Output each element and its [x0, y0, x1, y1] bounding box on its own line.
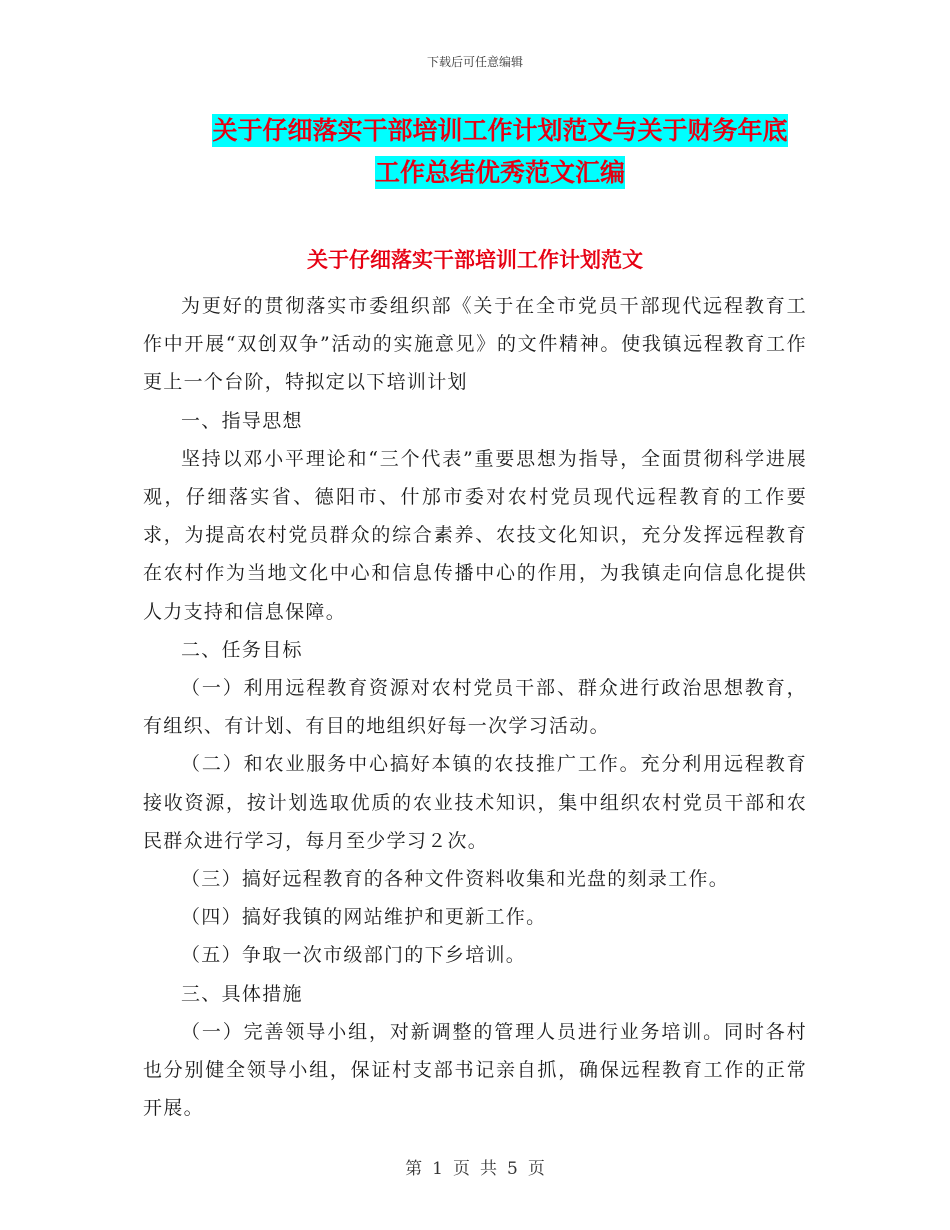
document-title	[150, 110, 850, 194]
total-pages: 5	[507, 1159, 518, 1179]
header-note: 下载后可任意编辑	[426, 55, 523, 69]
section-title: 关于仔细落实干部培训工作计划范文	[307, 248, 643, 272]
heading-specific-measures: 三、具体措施	[181, 982, 303, 1005]
heading-guiding-ideology: 一、指导思想	[181, 409, 303, 432]
paragraph-goal-4: （四）搞好我镇的网站维护和更新工作。	[181, 906, 547, 929]
paragraph-intro: 为更好的贯彻落实市委组织部《关于在全市党员干部现代远程教育工作中开展“双创双争”活动的实施意见》的文件精神。使我镇远程教育工作更上一个台阶，特拟定以下培训计划	[143, 295, 807, 394]
paragraph-guiding-ideology: 坚持以邓小平理论和“三个代表”重要思想为指导，全面贯彻科学进展观，仔细落实省、德阳市、什邡市委对农村党员现代远程教育的工作要求，为提高农村党员群众的综合素养、农技文化知识，充分发挥远程教育在农村作为当地文化中心和信息传播中心的作用，为我镇走向信息化提供人力支持和信息保障。	[143, 447, 807, 623]
footer-prefix: 第	[405, 1159, 423, 1179]
footer-mid: 页	[453, 1159, 470, 1179]
paragraph-goal-1: （一）利用远程教育资源对农村党员干部、群众进行政治思想教育，有组织、有计划、有目的地组织好每一次学习活动。	[143, 677, 807, 738]
page-number: 1	[432, 1159, 443, 1179]
paragraph-goal-3: （三）搞好远程教育的各种文件资料收集和光盘的刻录工作。	[181, 868, 730, 891]
footer-total-prefix: 共	[480, 1159, 497, 1179]
paragraph-goal-5: （五）争取一次市级部门的下乡培训。	[181, 944, 527, 967]
title-line-2: 工作总结优秀范文汇编	[374, 158, 625, 187]
heading-task-goals: 二、任务目标	[181, 638, 303, 661]
page-footer	[0, 1154, 950, 1179]
title-line-1: 关于仔细落实干部培训工作计划范文与关于财务年底	[212, 116, 788, 145]
paragraph-measure-1: （一）完善领导小组，对新调整的管理人员进行业务培训。同时各村也分别健全领导小组，保证村支部书记亲自抓，确保远程教育工作的正常开展。	[143, 1020, 807, 1120]
document-body	[143, 287, 807, 1127]
footer-suffix: 页	[527, 1159, 545, 1179]
paragraph-goal-2: （二）和农业服务中心搞好本镇的农技推广工作。充分利用远程教育接收资源，按计划选取优质的农业技术知识，集中组织农村党员干部和农民群众进行学习，每月至少学习２次。	[143, 753, 807, 852]
